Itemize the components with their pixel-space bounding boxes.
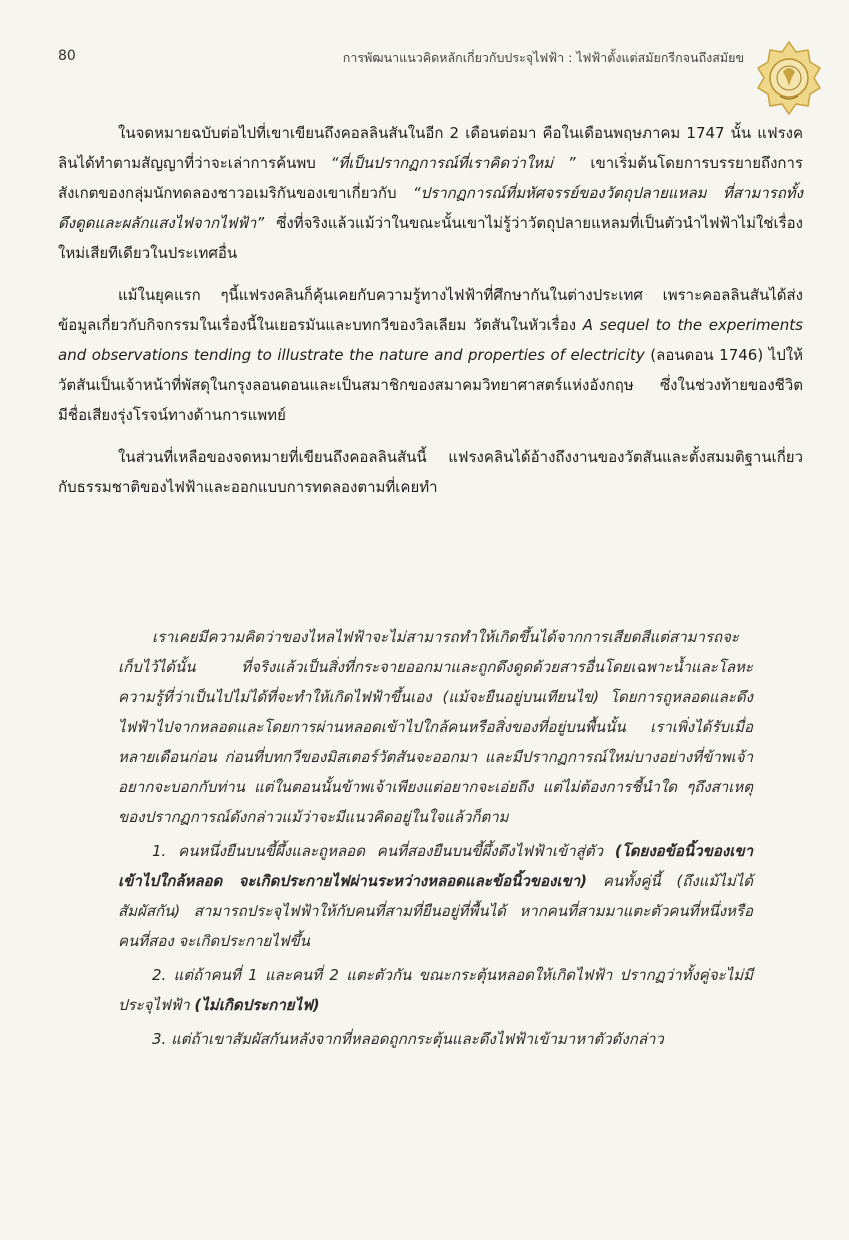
quote-item-2 — [118, 960, 753, 1020]
body-text — [58, 118, 803, 514]
quote-item-1-bold: (โดยงอข้อนิ้วของเขาเข้าไปใกล้หลอด จะเกิดประกายไฟผ่านระหว่างหลอดและข้อนิ้วของเขา) — [118, 842, 753, 890]
paragraph-1 — [58, 118, 803, 268]
page-number: 80 — [58, 48, 76, 64]
quote-item-2-text: 2. แต่ถ้าคนที่ 1 และคนที่ 2 แตะตัวกัน ขณะกระตุ้นหลอดให้เกิดไฟฟ้า ปรากฏว่าทั้งคู่จะไม่มีประจุไฟฟ้า — [118, 966, 753, 1014]
quoted-phrase-new-phenomena: “ที่เป็นปรากฏการณ์ที่เราคิดว่าใหม่ ” — [330, 154, 576, 172]
quote-item-3: 3. แต่ถ้าเขาสัมผัสกันหลังจากที่หลอดถูกกระตุ้นและดึงไฟฟ้าเข้ามาหาตัวดังกล่าว — [152, 1030, 664, 1048]
paragraph-2-text-2: (ลอนดอน 1746) ไปให้ วัตสันเป็นเจ้าหน้าที่พัสดุในกรุงลอนดอนและเป็นสมาชิกของสมาคมวิทยาศาสตร์แห่งอังกฤษ ซึ่งในช่วงท้ายของชีวิตมีชื่อเสียงรุ่งโรจน์ทางด้านการแพทย์ — [58, 346, 803, 424]
quote-item-2-bold: (ไม่เกิดประกายไฟ) — [194, 996, 320, 1014]
paragraph-3: ในส่วนที่เหลือของจดหมายที่เขียนถึงคอลลินสันนี้ แฟรงคลินได้อ้างถึงงานของวัตสันและตั้งสมมติฐานเกี่ยวกับธรรมชาติของไฟฟ้าและออกแบบการทดลองตามที่เคยทำ — [58, 448, 803, 496]
quoted-phrase-pointed-objects: “ปรากฏการณ์ที่มหัศจรรย์ของวัตถุปลายแหลม ที่สามารถทั้งดึงดูดและผลักแสงไฟจากไฟฟ้า” — [58, 184, 803, 232]
paragraph-2-text: แม้ในยุคแรก ๆนี้แฟรงคลินก็คุ้นเคยกับความรู้ทางไฟฟ้าที่ศึกษากันในต่างประเทศ เพราะคอลลินสันได้ส่งข้อมูลเกี่ยวกับกิจกรรมในเรื่องนี้ในเยอรมันและบทกวีของวิลเลียม วัตสันในหัวเรื่อง — [58, 286, 803, 334]
royal-seal-icon — [750, 38, 828, 118]
quote-item-1-text: 1. คนหนึ่งยืนบนขี้ผึ้งและถูหลอด คนที่สองยืนบนขี้ผึ้งดึงไฟฟ้าเข้าสู่ตัว — [152, 842, 615, 860]
running-head: การพัฒนาแนวคิดหลักเกี่ยวกับประจุไฟฟ้า : ไฟฟ้าตั้งแต่สมัยกรีกจนถึงสมัยข — [342, 50, 744, 65]
paragraph-1-text-2: เขาเริ่มต้นโดยการบรรยายถึงการสังเกตของกลุ่มนักทดลองชาวอเมริกันของเขาเกี่ยวกับ — [58, 154, 803, 202]
quote-item-1-text-2: คนทั้งคู่นี้ (ถึงแม้ไม่ได้สัมผัสกัน) สามารถประจุไฟฟ้าให้กับคนที่สามที่ยืนอยู่ที่พื้นได้ หากคนที่สามมาแตะตัวคนที่หนึ่งหรือคนที่สอง จะเกิดประกายไฟขึ้น — [118, 872, 753, 950]
paragraph-2 — [58, 280, 803, 430]
quote-item-1 — [118, 836, 753, 956]
block-quote — [118, 622, 753, 1058]
paragraph-1-text: ในจดหมายฉบับต่อไปที่เขาเขียนถึงคอลลินสันในอีก 2 เดือนต่อมา คือในเดือนพฤษภาคม 1747 นั้น แฟรงคลินได้ทำตามสัญญาที่ว่าจะเล่าการค้นพบ — [58, 124, 803, 172]
paragraph-1-text-3: ซึ่งที่จริงแล้วแม้ว่าในขณะนั้นเขาไม่รู้ว่าวัตถุปลายแหลมที่เป็นตัวนำไฟฟ้าไม่ใช่เรื่องใหม่เสียทีเดียวในประเทศอื่น — [58, 214, 803, 262]
book-title: A sequel to the experiments and observations tending to illustrate the nature and properties of electricity — [58, 316, 803, 364]
quote-paragraph: เราเคยมีความคิดว่าของไหลไฟฟ้าจะไม่สามารถทำให้เกิดขึ้นได้จากการเสียดสีแต่สามารถจะเก็บไว้ได้นั้น ที่จริงแล้วเป็นสิ่งที่กระจายออกมาและถูกดึงดูดด้วยสารอื่นโดยเฉพาะน้ำและโลหะ ความรู้ที่ว่าเป็นไปไม่ได้ที่จะทำให้เกิดไฟฟ้าขึ้นเอง (แม้จะยืนอยู่บนเทียนไข) โดยการถูหลอดและดึงไฟฟ้าไปจากหลอดและโดยการผ่านหลอดเข้าไปใกล้คนหรือสิ่งของที่อยู่บนพื้นนั้น เราเพิ่งได้รับเมื่อหลายเดือนก่อน ก่อนที่บทกวีของมิสเตอร์วัตสันจะออกมา และมีปรากฏการณ์ใหม่บางอย่างที่ข้าพเจ้าอยากจะบอกกับท่าน แต่ในตอนนั้นข้าพเจ้าเพียงแต่อยากจะเอ่ยถึง แต่ไม่ต้องการชี้นำใด ๆถึงสาเหตุของปรากฏการณ์ดังกล่าวแม้ว่าจะมีแนวคิดอยู่ในใจแล้วก็ตาม — [118, 628, 753, 826]
page-header — [0, 0, 849, 110]
